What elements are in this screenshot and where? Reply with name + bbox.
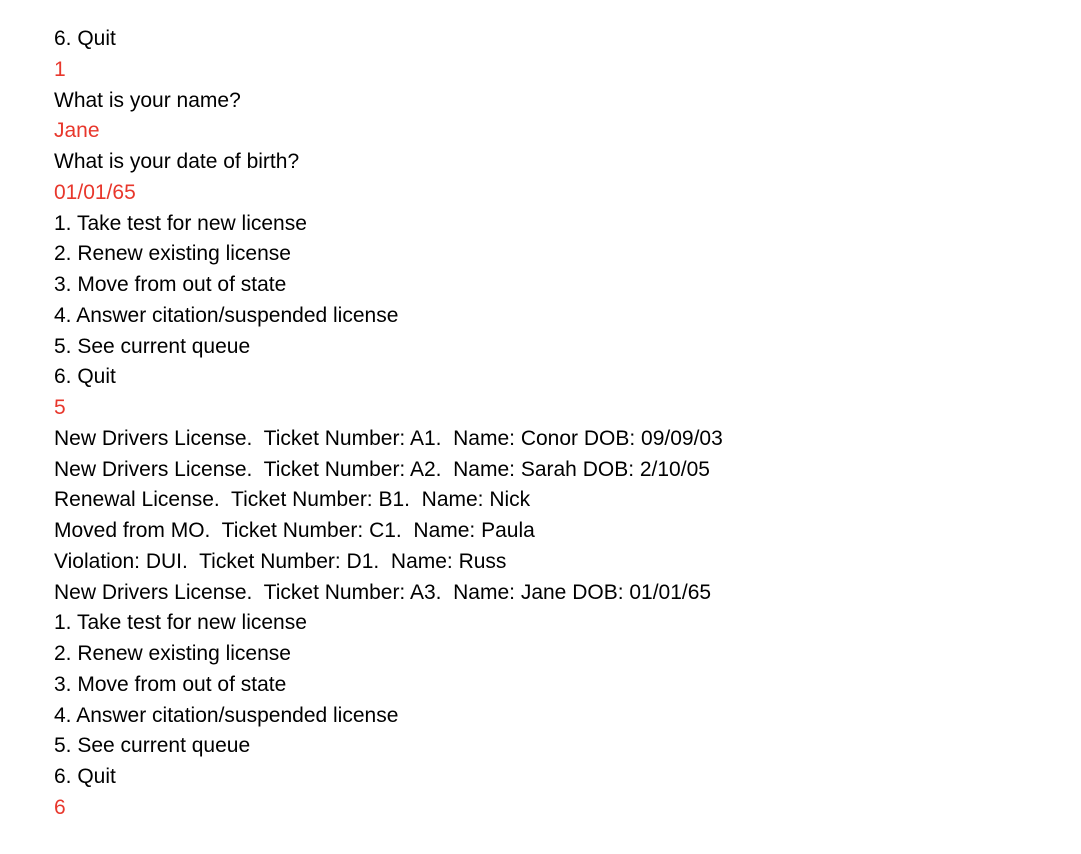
console-line-prompt: What is your date of birth? <box>54 150 300 173</box>
queue-entry: New Drivers License. Ticket Number: A2. Name: Sarah DOB: 2/10/05 <box>54 457 710 481</box>
menu-option: 3. Move from out of state <box>54 672 287 696</box>
menu-option: 4. Answer citation/suspended license <box>54 303 399 327</box>
menu-option: 2. Renew existing license <box>54 242 291 266</box>
menu-option: 1. Take test for new license <box>54 211 307 235</box>
queue-entry: Moved from MO. Ticket Number: C1. Name: Paula <box>54 519 535 542</box>
queue-entry: New Drivers License. Ticket Number: A1. Name: Conor DOB: 09/09/03 <box>54 426 723 450</box>
queue-entry: Renewal License. Ticket Number: B1. Name: Nick <box>54 488 531 512</box>
menu-option: 6. Quit <box>54 365 116 389</box>
menu-option: 5. See current queue <box>54 334 251 358</box>
menu-option: 6. Quit <box>54 765 116 788</box>
queue-entry: Violation: DUI. Ticket Number: D1. Name: Russ <box>54 549 507 573</box>
console-line-user-input: 5 <box>54 396 66 419</box>
console-line-prompt: What is your name? <box>54 88 241 112</box>
queue-entry: New Drivers License. Ticket Number: A3. Name: Jane DOB: 01/01/65 <box>54 580 712 604</box>
console-line-user-input: Jane <box>54 119 100 143</box>
console-line-user-input: 01/01/65 <box>54 180 136 204</box>
menu-option: 2. Renew existing license <box>54 642 291 665</box>
console-line-user-input: 6 <box>54 795 66 819</box>
menu-option: 4. Answer citation/suspended license <box>54 703 399 727</box>
menu-option: 5. See current queue <box>54 734 251 758</box>
console-line-user-input: 1 <box>54 57 66 81</box>
console-output <box>54 24 1054 824</box>
menu-option: 3. Move from out of state <box>54 273 287 296</box>
menu-option: 1. Take test for new license <box>54 611 307 635</box>
console-line-prompt: 6. Quit <box>54 27 116 50</box>
